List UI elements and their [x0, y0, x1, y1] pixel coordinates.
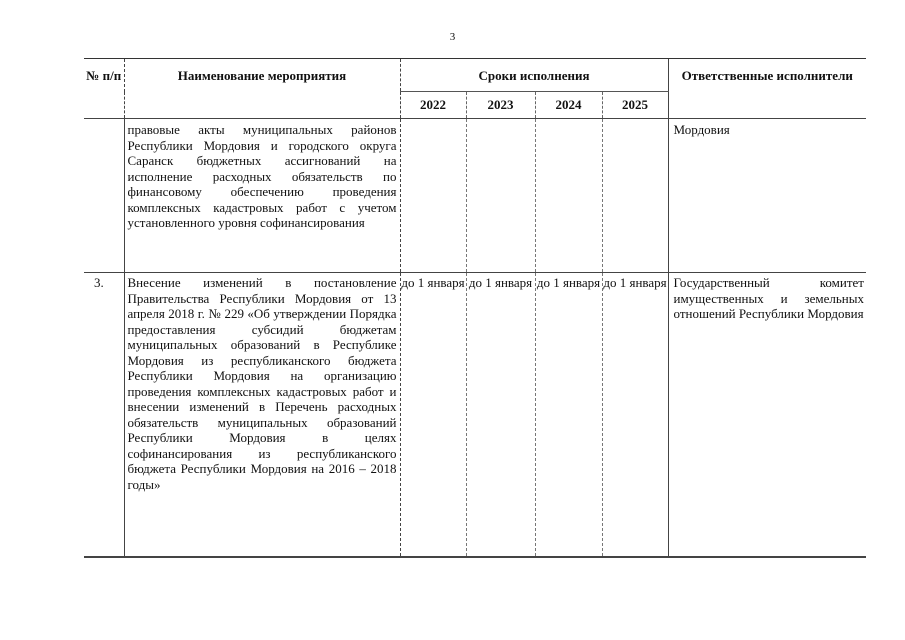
page-number: 3: [449, 31, 456, 43]
header-year: 2022: [400, 92, 466, 119]
responsible-executor: Мордовия: [668, 119, 866, 273]
header-num: № п/п: [84, 59, 124, 119]
term-cell: до 1 января: [466, 273, 535, 558]
row-number: [84, 119, 124, 273]
term-cell: до 1 января: [602, 273, 668, 558]
row-number: 3.: [84, 273, 124, 558]
header-name: Наименование мероприятия: [124, 59, 400, 119]
header-year: 2023: [466, 92, 535, 119]
term-cell: [400, 119, 466, 273]
header-year: 2024: [535, 92, 602, 119]
measures-table: [84, 58, 866, 558]
header-terms: Сроки исполнения: [400, 59, 668, 92]
table-row: [84, 119, 866, 273]
term-cell: до 1 января: [535, 273, 602, 558]
header-year: 2025: [602, 92, 668, 119]
table-row: [84, 273, 866, 558]
measure-name: [124, 119, 400, 273]
term-cell: [466, 119, 535, 273]
responsible-executor: Государственный комитет имущественных и земельных отношений Республики Мордовия: [668, 273, 866, 558]
measure-name-text: правовые акты муниципальных районов Республики Мордовия и городского округа Саранск бюджетных ассигнований на исполнение расходных обязательств по финансовому обеспечению проведения комплексных кадастровых работ с учетом установленного уровня софинансирования: [127, 122, 397, 230]
table-header-row: [84, 59, 866, 92]
measure-name: [124, 273, 400, 558]
measure-name-text: Внесение изменений в постановление Правительства Республики Мордовия от 13 апреля 2018 г. № 229 «Об утверждении Порядка предоставления субсидий бюджетам муниципальных образований в Республике Мордовия из республиканского бюджета Республики Мордовия на организацию проведения комплексных кадастровых работ и внесении изменений в Перечень расходных обязательств муниципальных образований Республики Мордовия в целях софинансирования из республиканского бюджета Республики Мордовия на 2016 – 2018 годы»: [127, 275, 397, 492]
header-responsible: Ответственные исполнители: [668, 59, 866, 119]
term-cell: до 1 января: [400, 273, 466, 558]
term-cell: [535, 119, 602, 273]
term-cell: [602, 119, 668, 273]
